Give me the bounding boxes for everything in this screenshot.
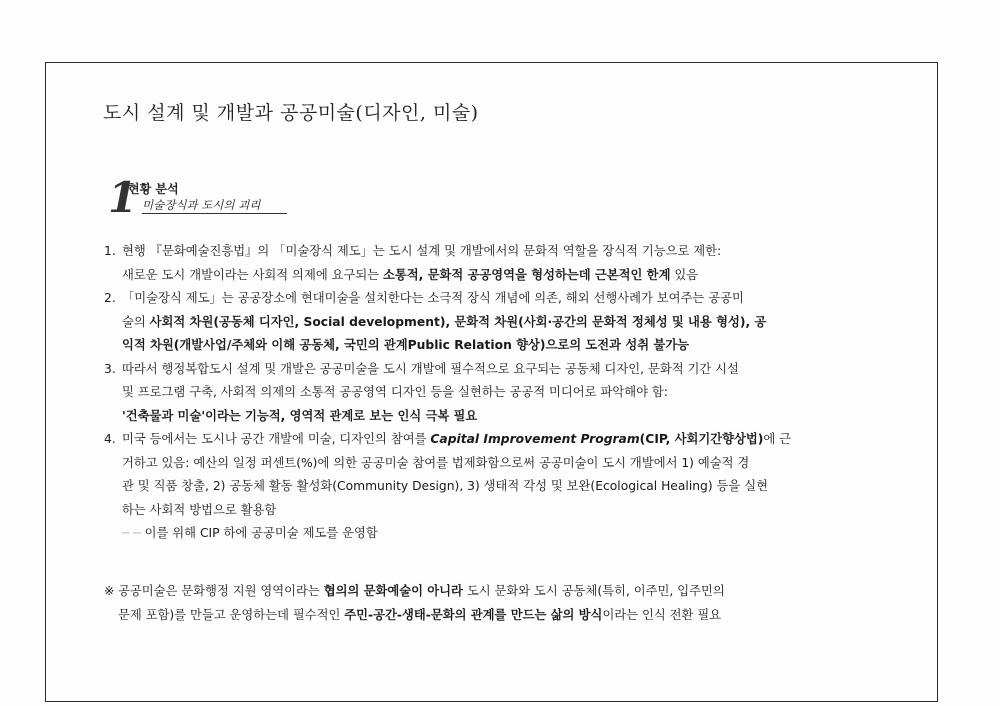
emphasis-text: Capital Improvement Program [430, 432, 640, 446]
list-item-number: 4. [104, 432, 116, 446]
list-item [104, 287, 914, 358]
text-line [118, 334, 914, 358]
text-line [104, 580, 914, 604]
footnote [104, 580, 914, 627]
section-heading: 현황 분석 [128, 182, 179, 196]
document-title: 도시 설계 및 개발과 공공미술(디자인, 미술) [103, 102, 479, 124]
emphasis-text: 협의의 문화예술이 아니라 [323, 584, 463, 598]
body-text: 관 및 직품 창출, 2) 공동체 활동 활성화(Community Design), 3) 생태적 각성 및 보완(Ecological Healing) 등을 실현 [122, 479, 768, 493]
body-text: 및 프로그램 구축, 사회적 의제의 소통적 공공영역 디자인 등을 실현하는 공공적 미디어로 파악해야 함: [122, 385, 668, 399]
text-line [104, 604, 914, 628]
body-text: 하는 사회적 방법으로 활용함 [122, 502, 277, 517]
emphasis-text: '건축물과 미술'이라는 기능적, 영역적 관계로 보는 인식 극복 필요 [122, 408, 478, 423]
text-line [118, 287, 914, 311]
body-text: 에 근 [763, 432, 792, 446]
section-subheading: 미술장식과 도시의 괴리 [142, 197, 287, 214]
list-item [104, 428, 914, 546]
text-line [118, 452, 914, 476]
body-text: 따라서 행정복합도시 설계 및 개발은 공공미술을 도시 개발에 필수적으로 요구되는 공동체 디자인, 문화적 기간 시설 [122, 361, 739, 376]
section-number: 1 [108, 173, 138, 222]
body-text: 이라는 인식 전환 필요 [602, 607, 722, 622]
text-line [118, 358, 914, 382]
body-text: 도시 문화와 도시 공동체(특히, 이주민, 입주민의 [462, 584, 725, 598]
note-mark: ※ [104, 584, 115, 598]
list-item [104, 358, 914, 429]
text-line [118, 499, 914, 523]
body-text: 새로운 도시 개발이라는 사회적 의제에 요구되는 [122, 267, 384, 282]
emphasis-text: 사회적 차원(공동체 디자인, Social development), 문화적 차원(사회·공간의 문화적 정체성 및 내용 형성), 공 [149, 314, 767, 329]
emphasis-text: (CIP, 사회기간향상법) [639, 432, 764, 446]
text-line [118, 240, 914, 264]
text-line [118, 381, 914, 405]
text-line [118, 522, 914, 546]
list-item-number: 2. [104, 291, 116, 305]
emphasis-text: 익적 차원(개발사업/주체와 이해 공동체, 국민의 관계Public Relation 향상)으로의 도전과 성취 불가능 [122, 338, 689, 352]
text-line [118, 264, 914, 288]
body-text: 있음 [670, 267, 699, 282]
body-text: 공공미술은 문화행정 지원 영역이라는 [118, 584, 324, 598]
list-item-number: 1. [104, 244, 116, 258]
numbered-list [104, 240, 914, 546]
list-item-number: 3. [104, 361, 116, 376]
body-text: 이를 위해 CIP 하에 공공미술 제도를 운영함 [144, 526, 378, 540]
body-text: ─ ─ [122, 526, 145, 540]
body-text: 문제 포함)를 만들고 운영하는데 필수적인 [118, 607, 345, 622]
text-line [118, 311, 914, 335]
body-text: 현행 『문화예술진흥법』의 「미술장식 제도」는 도시 설계 및 개발에서의 문화적 역할을 장식적 기능으로 제한: [122, 244, 722, 258]
emphasis-text: 소통적, 문화적 공공영역을 형성하는데 근본적인 한계 [383, 267, 671, 282]
text-line [118, 428, 914, 452]
text-line [118, 405, 914, 429]
text-line [118, 475, 914, 499]
body-text: 「미술장식 제도」는 공공장소에 현대미술을 설치한다는 소극적 장식 개념에 의존, 해외 선행사례가 보여주는 공공미 [122, 291, 744, 305]
emphasis-text: 주민-공간-생태-문화의 관계를 만드는 삶의 방식 [344, 607, 603, 622]
body-text: 미국 등에서는 도시나 공간 개발에 미술, 디자인의 참여를 [122, 432, 431, 446]
body-text: 거하고 있음: 예산의 일정 퍼센트(%)에 의한 공공미술 참여를 법제화함으로써 공공미술이 도시 개발에서 1) 예술적 경 [122, 455, 750, 470]
body-text: 술의 [122, 314, 150, 329]
list-item [104, 240, 914, 287]
